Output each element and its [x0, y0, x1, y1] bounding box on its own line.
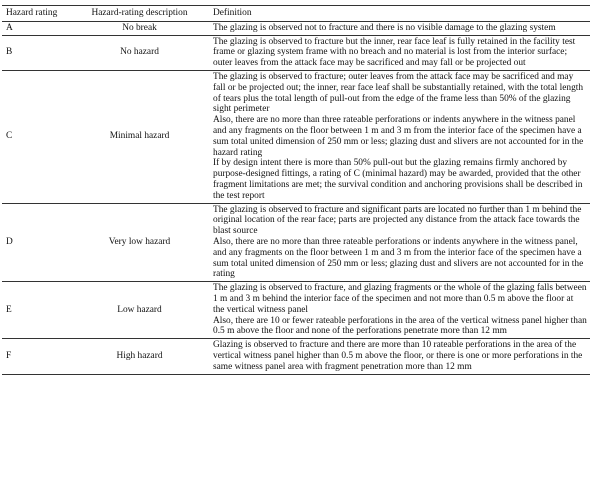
definition-paragraph: Also, there are 10 or fewer rateable perforations in the area of the vertical witness panel higher than 0.5 m above the floor and none of the perforations penetrate more than 12 mm — [213, 315, 587, 337]
rating-cell: E — [2, 282, 69, 339]
table-row — [2, 21, 590, 35]
table-header — [2, 6, 590, 22]
definition-paragraph: Also, there are no more than three rateable perforations or indents anywhere in the witness panel and any fragments on the floor between 1 m and 3 m from the interior face of the specimen have a sum total united dimension of 250 mm or less; glazing dust and slivers are not accounted for in the hazard rating — [213, 115, 584, 158]
definition-paragraph: The glazing is observed to fracture but the inner, rear face leaf is fully retained in the facility test frame or glazing system frame with no breach and no material is lost from the interior surface; outer leaves from the attack face may be sacrificed and may fall or be projected out — [213, 36, 576, 69]
description-cell: Very low hazard — [69, 203, 210, 282]
table-body — [2, 21, 590, 374]
rating-cell: F — [2, 339, 69, 374]
definition-paragraph: The glazing is observed to fracture and significant parts are located no further than 1 m behind the original location of the rear face; parts are projected any distance from the attack face towards the blast source — [213, 204, 582, 237]
description-cell: High hazard — [69, 339, 210, 374]
definition-cell — [210, 70, 590, 203]
table-row — [2, 70, 590, 203]
definition-paragraph: If by design intent there is more than 50% pull-out but the glazing remains firmly anchored by purpose-designed fittings, a rating of C (minimal hazard) may be awarded, provided that the other fragment limitations are met; the survival condition and anchoring provisions shall be described in the test report — [213, 158, 583, 201]
definition-cell — [210, 203, 590, 282]
definition-paragraph: The glazing is observed to fracture; outer leaves from the attack face may be sacrificed and may fall or be projected out; the inner, rear face leaf shall be substantially retained, with the total length of tears plus the total length of pull-out from the edge of the frame less than 50% of the glazing sight perimeter — [213, 71, 584, 115]
table-row — [2, 35, 590, 70]
description-cell: Minimal hazard — [69, 70, 210, 203]
definition-cell — [210, 21, 590, 35]
definition-cell — [210, 282, 590, 339]
rating-cell: D — [2, 203, 69, 282]
table-row — [2, 339, 590, 374]
header-hazard-rating: Hazard rating — [2, 6, 69, 22]
table-row — [2, 203, 590, 282]
definition-paragraph: The glazing is observed to fracture, and glazing fragments or the whole of the glazing falls between 1 m and 3 m behind the interior face of the specimen and not more than 0.5 m above the floor at the vertical witness panel — [213, 283, 587, 315]
rating-cell: C — [2, 70, 69, 203]
header-hazard-rating-description: Hazard-rating description — [69, 6, 210, 22]
rating-cell: B — [2, 35, 69, 70]
description-cell: No break — [69, 21, 210, 35]
definition-paragraph: Also, there are no more than three rateable perforations or indents anywhere in the witness panel, and any fragments on the floor between 1 m and 3 m from the interior face of the specimen have a sum total united dimension of 250 mm or less; glazing dust and slivers are not accounted for in the rating — [213, 236, 584, 280]
definition-paragraph: The glazing is observed not to fracture and there is no visible damage to the glazing system — [213, 22, 556, 33]
description-cell: Low hazard — [69, 282, 210, 339]
table-row — [2, 282, 590, 339]
definition-cell — [210, 339, 590, 374]
description-cell: No hazard — [69, 35, 210, 70]
definition-cell — [210, 35, 590, 70]
hazard-rating-table — [2, 5, 590, 375]
rating-cell: A — [2, 21, 69, 35]
definition-paragraph: Glazing is observed to fracture and there are more than 10 rateable perforations in the area of the vertical witness panel higher than 0.5 m above the floor, or there is one or more perforations in the same witness panel area with fragment penetration more than 12 mm — [213, 340, 583, 372]
header-definition: Definition — [210, 6, 590, 22]
header-row — [2, 6, 590, 22]
